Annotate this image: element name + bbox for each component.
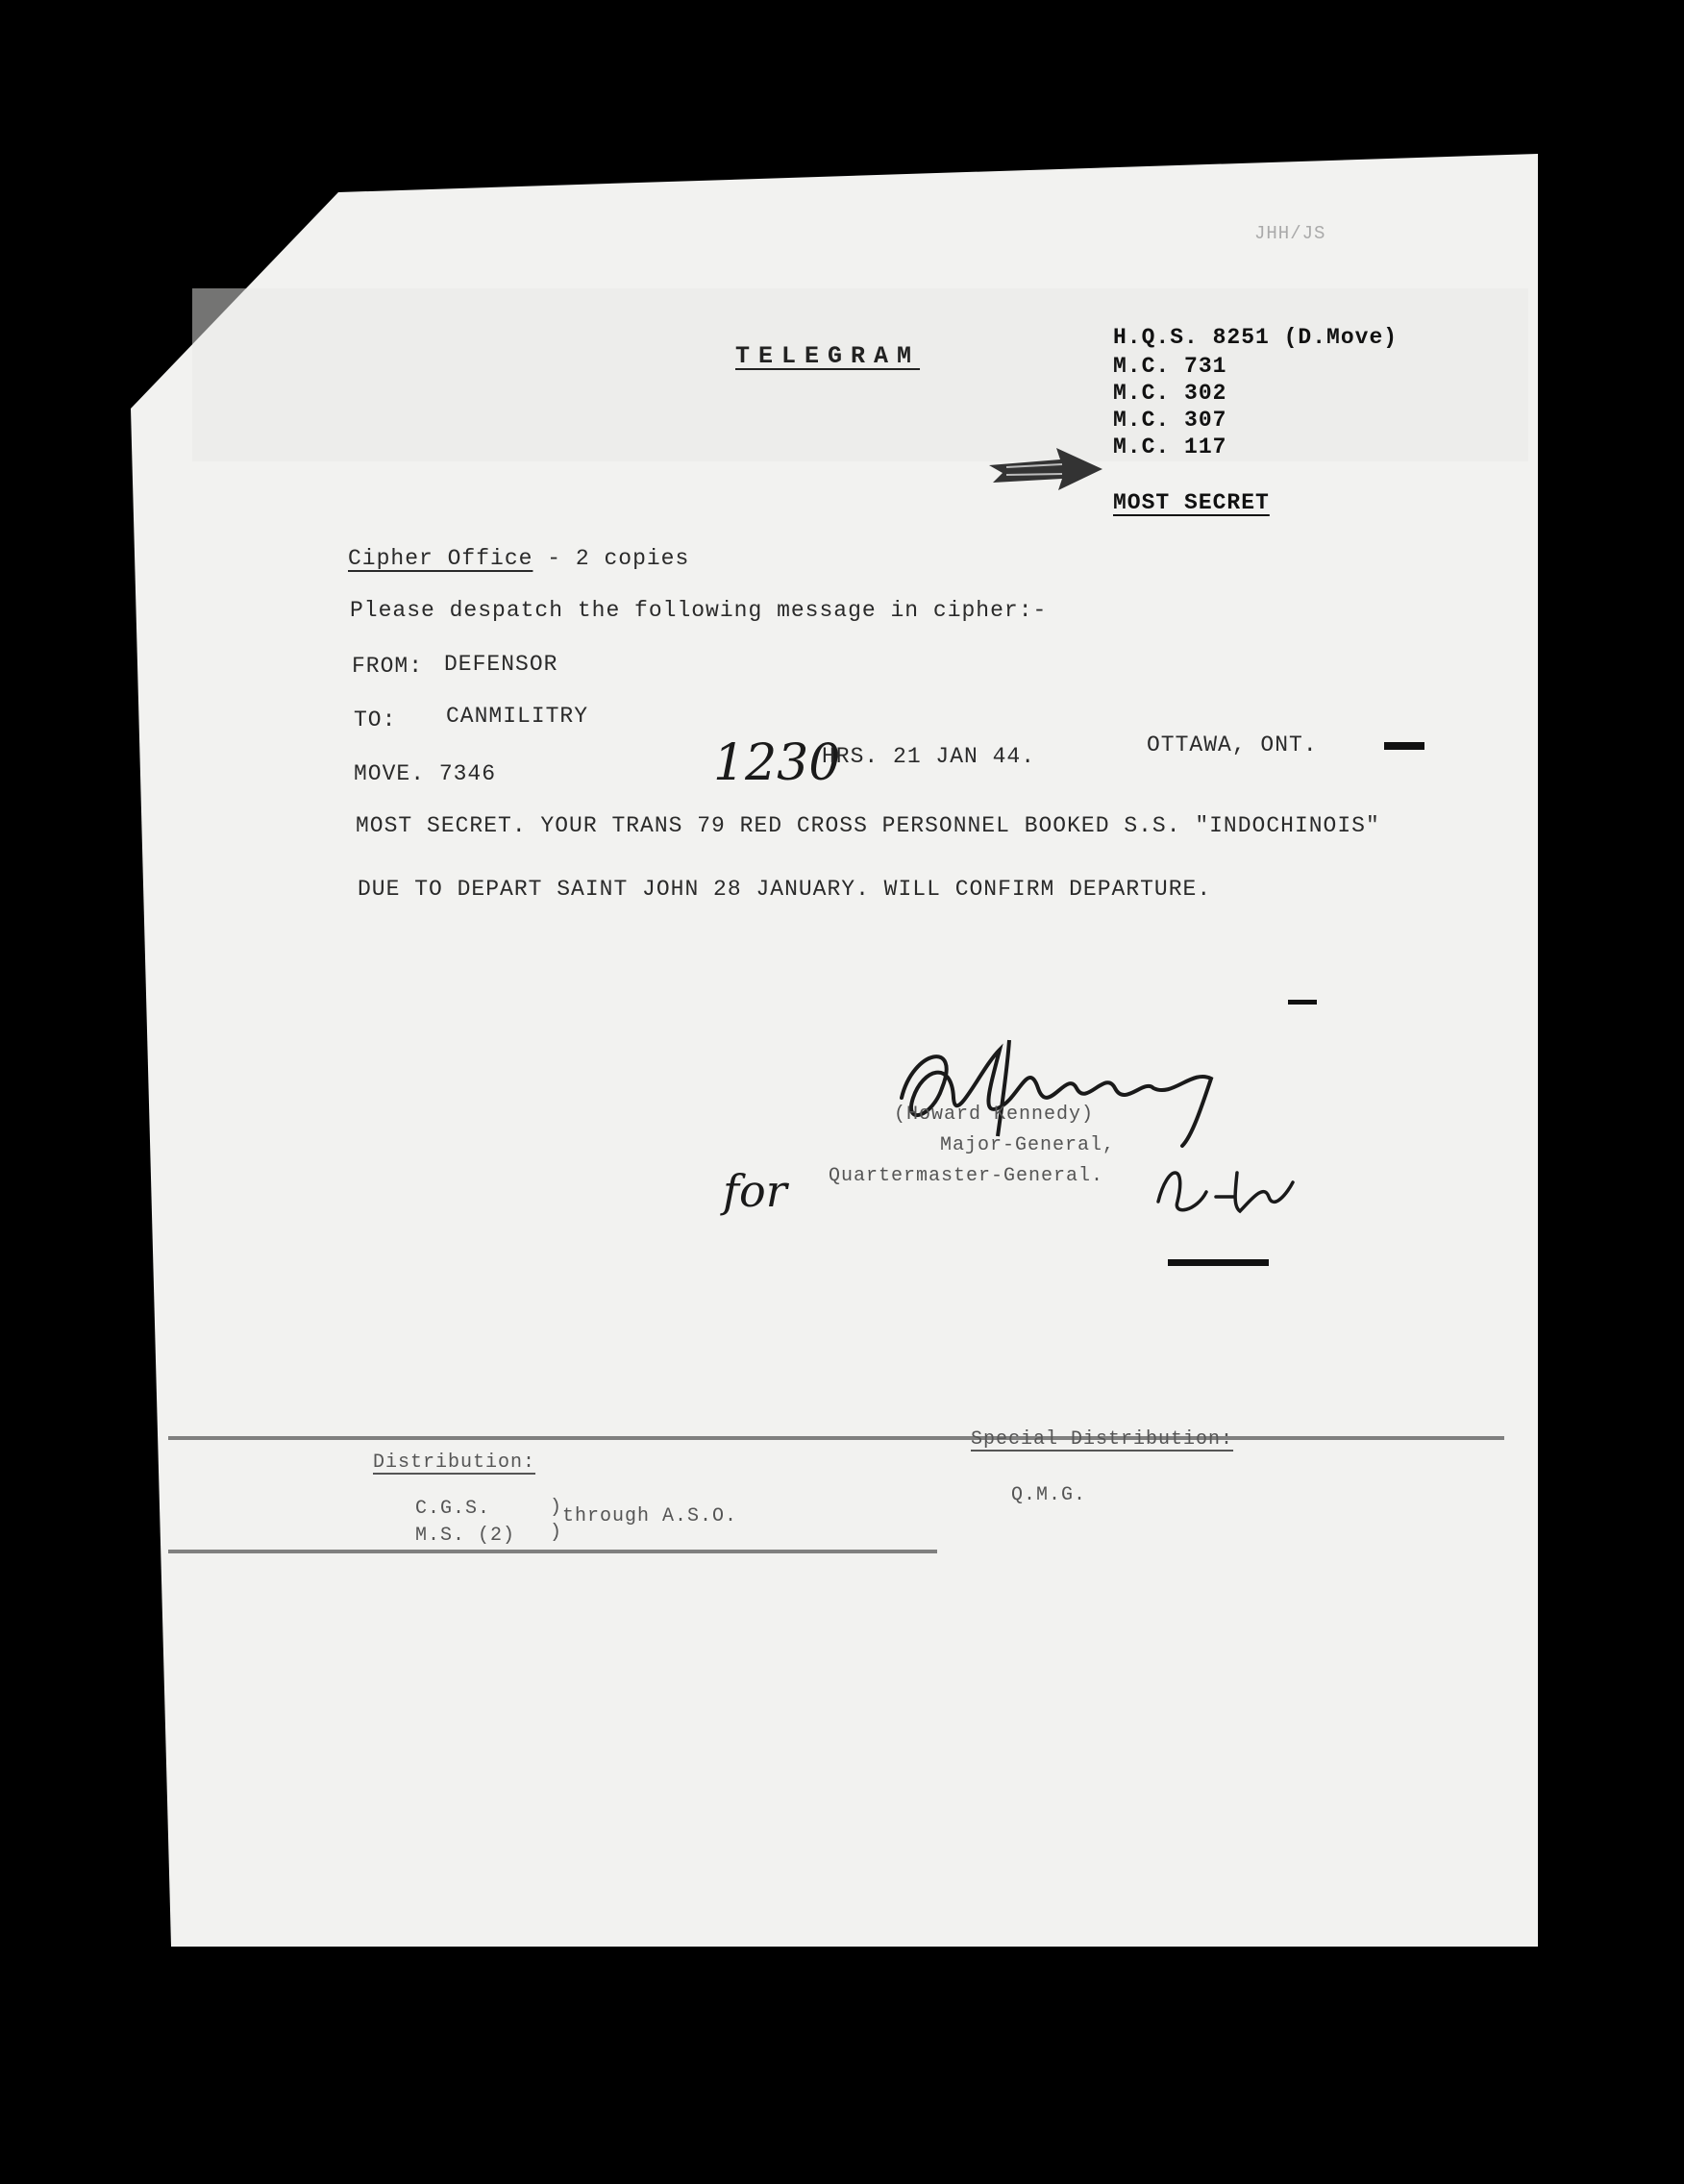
reference-line: M.C. 302 (1113, 381, 1227, 406)
to-value: CANMILITRY (446, 704, 589, 729)
from-label: FROM: (352, 654, 424, 679)
cipher-office-label: Cipher Office (348, 546, 533, 571)
distribution-item: M.S. (2) (415, 1525, 516, 1547)
reference-line: H.Q.S. 8251 (D.Move) (1113, 325, 1399, 350)
handwritten-for: for (723, 1165, 787, 1217)
cipher-office-line (348, 546, 689, 571)
classification-label: MOST SECRET (1113, 490, 1270, 515)
message-line: MOST SECRET. YOUR TRANS 79 RED CROSS PERSONNEL BOOKED S.S. "INDOCHINOIS" (356, 813, 1380, 838)
scan-mark (1384, 742, 1424, 750)
instruction-text: Please despatch the following message in cipher:- (350, 598, 1048, 623)
special-distribution-label: Special Distribution: (971, 1428, 1234, 1451)
corner-initials: JHH/JS (1254, 223, 1326, 244)
signatory-rank: Major-General, (940, 1134, 1116, 1156)
reference-line: M.C. 117 (1113, 434, 1227, 459)
place-text: OTTAWA, ONT. (1147, 732, 1318, 757)
message-line: DUE TO DEPART SAINT JOHN 28 JANUARY. WILL CONFIRM DEPARTURE. (358, 877, 1212, 902)
distribution-label: Distribution: (373, 1452, 536, 1474)
handwritten-time: 1230 (713, 734, 841, 792)
signatory-name: (Howard Kennedy) (894, 1104, 1095, 1126)
to-label: TO: (354, 707, 397, 732)
time-suffix: HRS. 21 JAN 44. (822, 744, 1036, 769)
reference-line: M.C. 307 (1113, 408, 1227, 433)
from-value: DEFENSOR (444, 652, 558, 677)
distribution-item: C.G.S. (415, 1498, 491, 1520)
move-reference: MOVE. 7346 (354, 761, 497, 786)
copies-note: - 2 copies (547, 546, 690, 571)
signatory-title: Quartermaster-General. (829, 1165, 1104, 1187)
distribution-bracket: ) ) (550, 1497, 563, 1544)
document-title: TELEGRAM (735, 342, 921, 370)
handwritten-initials (1149, 1154, 1302, 1221)
special-distribution-item: Q.M.G. (1011, 1484, 1087, 1506)
arrow-icon (985, 444, 1105, 494)
distribution-note: through A.S.O. (562, 1505, 738, 1527)
scan-mark (1288, 1000, 1317, 1005)
reference-line: M.C. 731 (1113, 354, 1227, 379)
scan-mark (1168, 1259, 1269, 1266)
